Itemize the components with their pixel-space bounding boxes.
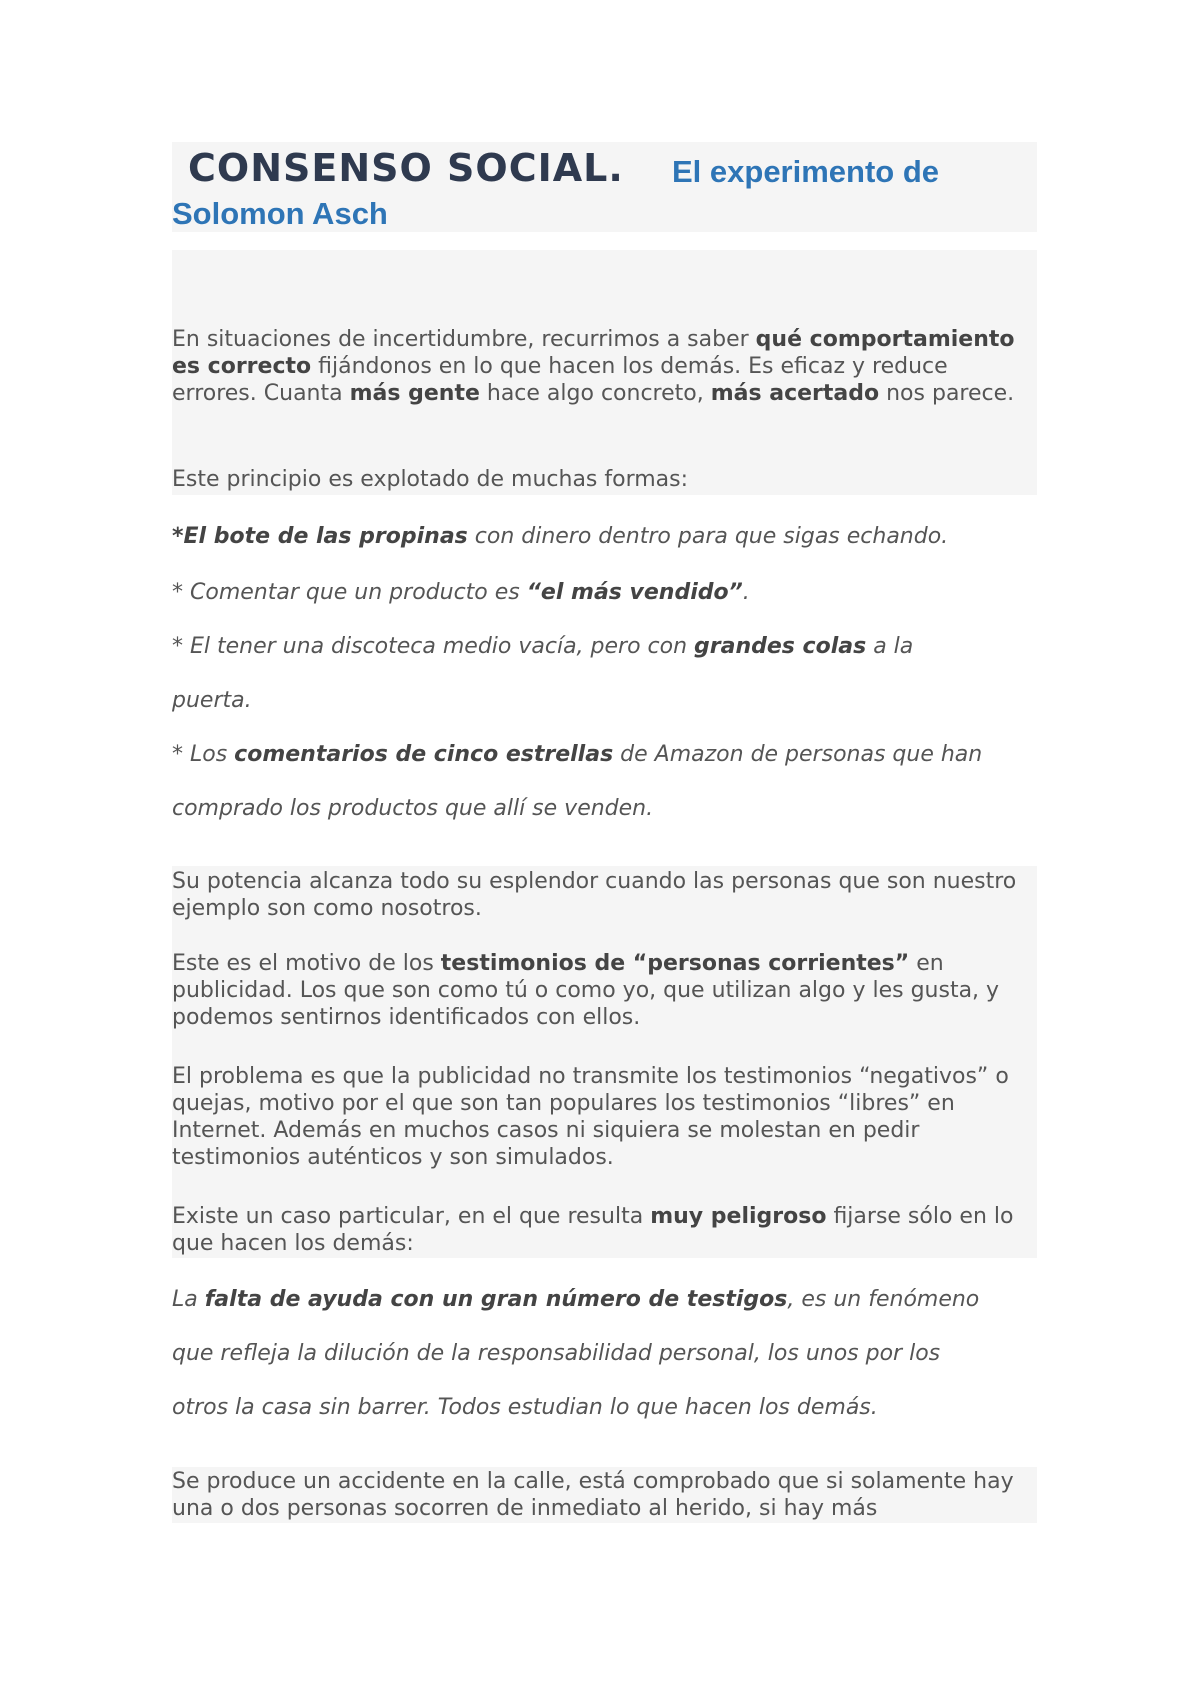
section2-block [172,866,1037,1258]
intro-text-e: hace algo concreto, [479,381,711,406]
section3-paragraph-1: Se produce un accidente en la calle, está comprobado que si solamente hay una o dos personas socorren de inmediato al herido, si hay más [172,1469,1014,1521]
list-item-4-line2: comprado los productos que allí se venden. [172,796,654,821]
intro-bold-b: qué comportamiento es correcto [172,327,1015,379]
section2-p2-bold: testimonios de “personas corrientes” [440,951,910,976]
list-item-2-text: * Comentar que un producto es [172,580,527,605]
section2-p4-text-a: Existe un caso particular, en el que resulta [172,1204,651,1229]
list-item-1-bold: *El bote de las propinas [172,524,468,549]
list-item-2-bold: “el más vendido” [526,580,743,605]
list-item-3 [172,634,913,659]
intro-text-c: fijándonos en lo que hacen los demás. Es eficaz y reduce errores. Cuanta [172,354,948,406]
list-item-2-end: . [742,580,750,605]
principle-paragraph: Este principio es explotado de muchas formas: [172,467,689,492]
intro-text-a: En situaciones de incertidumbre, recurrimos a saber [172,327,756,352]
section2-p4-bold: muy peligroso [650,1204,827,1229]
page-subtitle-line1: El experimento de [672,154,940,189]
section3-block [172,1467,1037,1523]
quote-block [172,1287,1037,1447]
list-item-3-bold: grandes colas [694,634,867,659]
list-item-4-bold: comentarios de cinco estrellas [234,742,614,767]
list-item-1-text: con dinero dentro para que sigas echando. [467,524,949,549]
quote-line-2: que refleja la dilución de la responsabilidad personal, los unos por los [172,1341,941,1366]
title-block [172,142,1037,232]
intro-bold-d: más gente [349,381,480,406]
quote-line-1-text: La [172,1287,205,1312]
section2-paragraph-3: El problema es que la publicidad no transmite los testimonios “negativos” o quejas, motivo por el que son tan populares los testimonios “libres” en Internet. Además en muchos casos ni siquiera se molestan en pedir testimonios auténticos y son simulados. [172,1064,1009,1170]
page-subtitle-line2: Solomon Asch [172,196,388,231]
intro-text-g: nos parece. [879,381,1015,406]
quote-line-1-bold: falta de ayuda con un gran número de testigos [204,1287,788,1312]
section2-p4-text-c: fijarse sólo en lo que hacen los demás: [172,1204,1014,1256]
intro-paragraph [172,326,1037,407]
list-item-4-end: de Amazon de personas que han [613,742,983,767]
page-title: CONSENSO SOCIAL. [188,146,624,190]
examples-list [172,524,1037,824]
list-item-1 [172,524,948,549]
quote-line-1-end: , es un fenómeno [787,1287,980,1312]
section2-paragraph-2 [172,950,1037,1031]
list-item-2 [172,580,750,605]
section2-p2-text-c: en publicidad. Los que son como tú o como yo, que utilizan algo y les gusta, y podemos sentirnos identificados con ellos. [172,951,1000,1030]
quote-line-3: otros la casa sin barrer. Todos estudian lo que hacen los demás. [172,1395,878,1420]
list-item-4-text: * Los [172,742,235,767]
section2-paragraph-4 [172,1203,1037,1257]
intro-bold-f: más acertado [710,381,880,406]
list-item-4 [172,742,982,767]
list-item-3-line2: puerta. [172,688,252,713]
section2-paragraph-1: Su potencia alcanza todo su esplendor cuando las personas que son nuestro ejemplo son como nosotros. [172,869,1017,921]
list-item-3-text: * El tener una discoteca medio vacía, pero con [172,634,695,659]
section2-p2-text-a: Este es el motivo de los [172,951,441,976]
intro-block [172,250,1037,495]
list-item-3-end: a la [866,634,914,659]
quote-line-1 [172,1287,979,1312]
